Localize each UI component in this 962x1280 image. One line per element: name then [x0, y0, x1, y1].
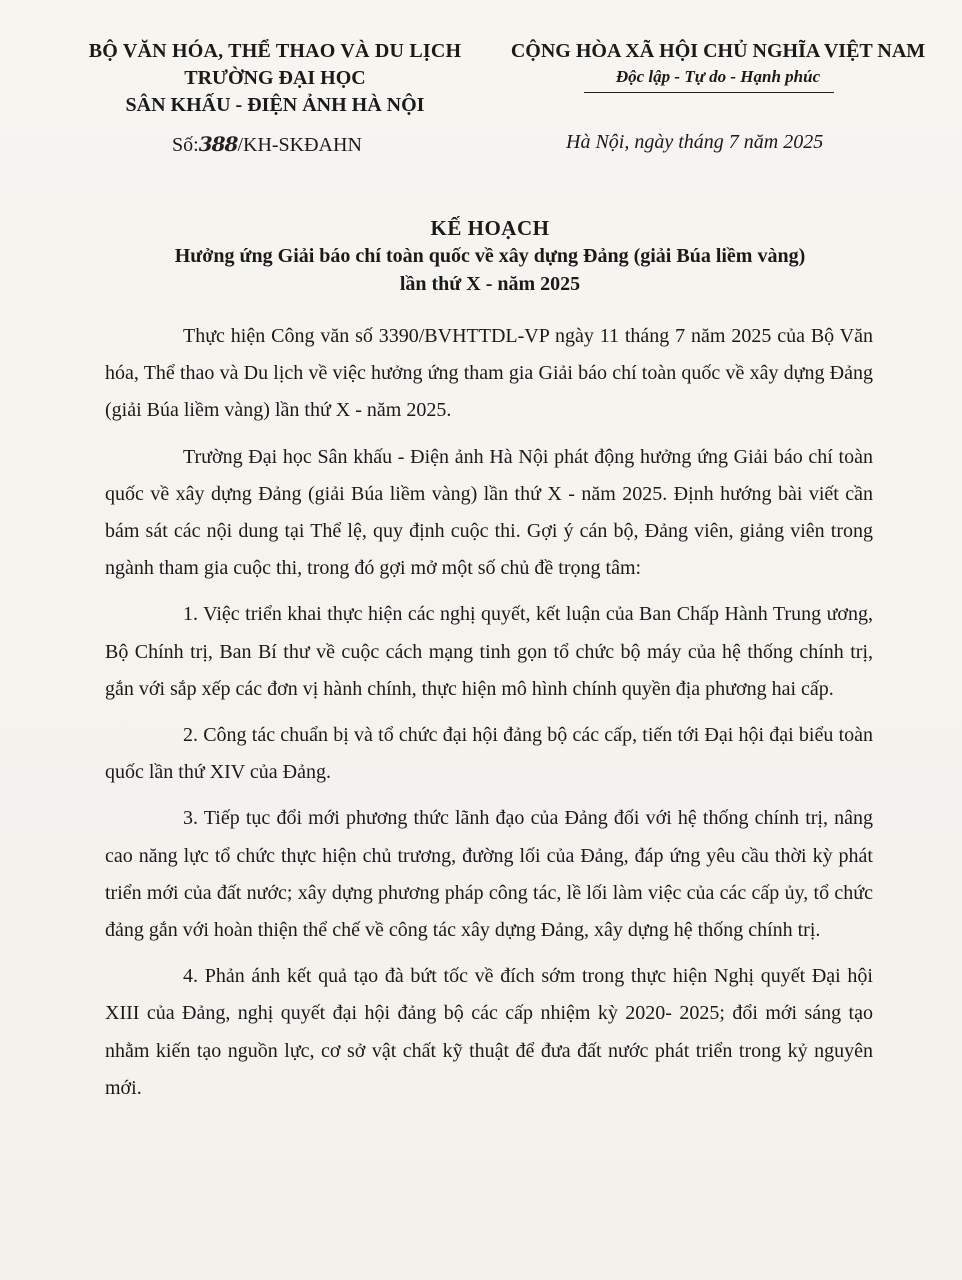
issuing-agency-block: [70, 38, 480, 119]
paragraph-announcement: Trường Đại học Sân khấu - Điện ảnh Hà Nội phát động hưởng ứng Giải báo chí toàn quốc về xây dựng Đảng (giải Búa liềm vàng) lần thứ X - năm 2025. Định hướng bài viết cần bám sát các nội dung tại Thể lệ, quy định cuộc thi. Gợi ý cán bộ, Đảng viên, giảng viên trong ngành tham gia cuộc thi, trong đó gợi mở một số chủ đề trọng tâm:: [105, 445, 873, 580]
motto-underline: [584, 92, 834, 93]
topic-item-4: 4. Phản ánh kết quả tạo đà bứt tốc về đích sớm trong thực hiện Nghị quyết Đại hội XIII của Đảng, nghị quyết đại hội đảng bộ các cấp nhiệm kỳ 2020- 2025; đổi mới sáng tạo nhằm kiến tạo nguồn lực, cơ sở vật chất kỹ thuật để đưa đất nước phát triển trong kỷ nguyên mới.: [105, 965, 873, 1099]
topic-item-2: 2. Công tác chuẩn bị và tổ chức đại hội đảng bộ các cấp, tiến tới Đại hội đại biểu toàn quốc lần thứ XIV của Đảng.: [105, 724, 873, 784]
topic-item-3: 3. Tiếp tục đổi mới phương thức lãnh đạo của Đảng đối với hệ thống chính trị, nâng cao năng lực tổ chức thực hiện chủ trương, đường lối của Đảng, đáp ứng yêu cầu thời kỳ phát triển mới của đất nước; xây dựng phương pháp công tác, lề lối làm việc của các cấp ủy, tổ chức đảng gắn với hoàn thiện thể chế về công tác xây dựng Đảng, xây dựng hệ thống chính trị.: [105, 807, 873, 942]
doc-number-handwritten: 388: [198, 132, 238, 156]
document-subject-line1: Hưởng ứng Giải báo chí toàn quốc về xây dựng Đảng (giải Búa liềm vàng): [174, 245, 806, 267]
document-number: [172, 132, 362, 157]
school-name-line1: TRƯỜNG ĐẠI HỌC: [184, 67, 366, 89]
document-subject-line2: lần thứ X - năm 2025: [399, 273, 581, 295]
issue-date: Hà Nội, ngày tháng 7 năm 2025: [566, 131, 824, 153]
ministry-name: BỘ VĂN HÓA, THỂ THAO VÀ DU LỊCH: [88, 40, 462, 62]
title-block: [80, 214, 900, 298]
national-heading-block: [498, 38, 938, 89]
doc-number-suffix: /KH-SKĐAHN: [237, 134, 362, 156]
document-body: [105, 318, 873, 1116]
topic-item-1: 1. Việc triển khai thực hiện các nghị quyết, kết luận của Ban Chấp Hành Trung ương, Bộ Chính trị, Ban Bí thư về cuộc cách mạng tinh gọn tổ chức bộ máy của hệ thống chính trị, gắn với sắp xếp các đơn vị hành chính, thực hiện mô hình chính quyền địa phương hai cấp.: [105, 603, 873, 700]
paragraph-reference: Thực hiện Công văn số 3390/BVHTTDL-VP ngày 11 tháng 7 năm 2025 của Bộ Văn hóa, Thể thao và Du lịch về việc hưởng ứng tham gia Giải báo chí toàn quốc về xây dựng Đảng (giải Búa liềm vàng) lần thứ X - năm 2025.: [105, 325, 873, 422]
nation-name: CỘNG HÒA XÃ HỘI CHỦ NGHĨA VIỆT NAM: [510, 40, 926, 62]
doc-number-prefix: Số:: [172, 134, 199, 156]
school-name-line2: SÂN KHẤU - ĐIỆN ẢNH HÀ NỘI: [125, 94, 425, 116]
document-type: KẾ HOẠCH: [430, 216, 550, 240]
national-motto: Độc lập - Tự do - Hạnh phúc: [615, 67, 821, 86]
